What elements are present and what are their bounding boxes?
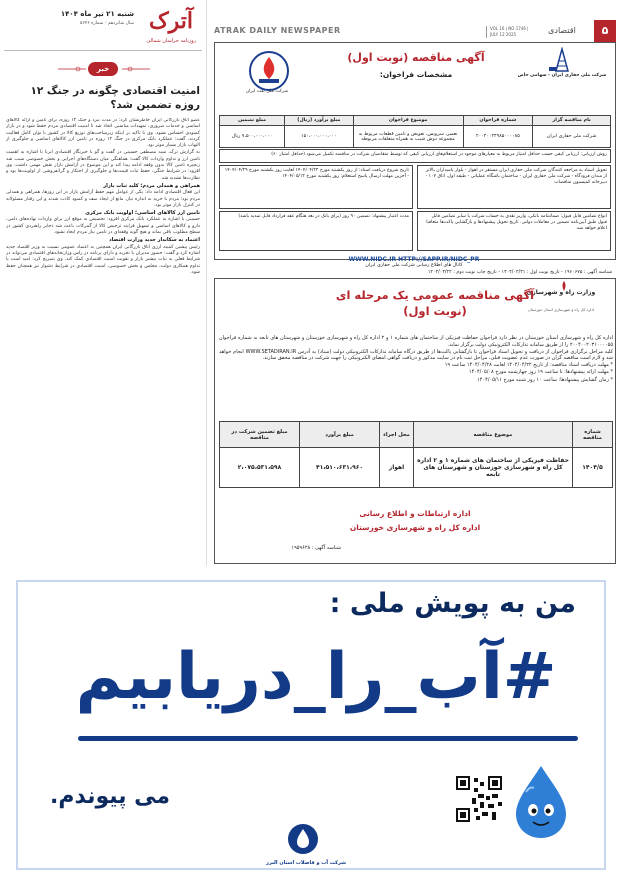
table-header: محل اجراء — [380, 422, 414, 448]
department-name: اداره کل راه و شهرسازی استان خوزستان — [527, 307, 595, 312]
tender-table — [219, 421, 613, 488]
ad-body — [219, 335, 613, 417]
article-paragraph: به گزارش ترک، سید مصطفی حسینی در گفت و گو با خبرنگار اقتصادی ایرنا با اشاره به اهمیت تامین ارز و تداوم واردات کالا گفت: هماهنگی میان دستگاه‌های اجرایی و بخش خصوصی سبب شد زنجیره تامین کالا بدون وقفه ادامه پیدا کند و این موضوع در آرامش بازار نقش مهمی داشت. وی افزود: در شرایط جنگی، حفظ ثبات قیمت‌ها و جلوگیری از احتکار و گرانفروشی از اولویت‌ها بود و نظارت‌ها تشدید شد. — [6, 150, 200, 181]
masthead — [4, 4, 202, 56]
article-paragraph: رئیس پیشین کمیته ارزی اتاق بازرگانی ایران همچنین به اعتماد عمومی نسبت به وزیر اقتصاد جدید اشاره کرد و گفت: حضور مدیران با تجربه و دارای برنامه در راس وزارتخانه‌های اقتصادی می‌تواند در شرایط فعلی به ثبات بیشتر بازار و تقویت امنیت اقتصادی کمک کند. وی تصریح کرد: امید است با تداوم همکاری دولت، مجلس و بخش خصوصی، امنیت اقتصادی در شرایط دشوار نیز همچنان حفظ شود. — [6, 244, 200, 275]
signature-line: اداره ارتباطات و اطلاع رسانی — [359, 509, 471, 518]
water-company-logo-icon — [286, 822, 320, 856]
niodc-logo-icon — [545, 47, 579, 73]
table-header-row — [220, 422, 613, 448]
article-title[interactable]: امنیت اقتصادی چگونه در جنگ ۱۲ روزه تضمین شد؟ — [30, 85, 200, 111]
table-header-row — [220, 116, 611, 126]
newspaper-name: ATRAK DAILY NEWSPAPER — [214, 26, 341, 35]
table-header: نام مناقصه گزار — [533, 116, 611, 126]
evaluation-note: روش ارزیابی: ارزیابی کیفی حسب حداقل امتیاز مربوط به معیارهای موجود در استعلام‌های ارزیابی کیفی که توسط متقاضیان شرکت در مناقصه تکمیل می‌شود (حداقل امتیاز ۶۰) — [219, 149, 611, 163]
ad-title: آگهی مناقصه (نوبت اول) — [347, 51, 485, 64]
ad1-footer — [214, 256, 616, 276]
niodc-caption: شرکت ملی حفاری ایران - سهامی خاص — [517, 73, 607, 78]
tender-ad-drilling — [214, 42, 616, 260]
water-drop-mascot-icon — [506, 762, 576, 842]
sidebar — [4, 4, 202, 566]
ad-paragraph: * مهلت ارائه پیشنهادها: تا ساعت ۱۹ روز چهارشنبه مورخ ۱۴۰۴/۰۵/۰۸ — [468, 369, 613, 376]
tender-table — [219, 115, 611, 148]
campaign-closing: می پیوندم. — [50, 784, 171, 809]
website-links[interactable]: WWW.NIDC.IR HTTP://SAPP.IR/NIDC_PR — [348, 256, 480, 263]
table-header: شماره مناقصه — [573, 422, 613, 448]
table-cell: ۱۵۰،۰۰۰،۰۰۰،۰۰۰ — [285, 126, 354, 148]
document-dates-info: تاریخ شروع دریافت اسناد: از روز یکشنبه مورخ ۱۴۰۴/۰۴/۲۲ لغایت روز یکشنبه مورخ ۱۴۰۴/۰۴/۲۹ - آخرین مهلت ارسال پاسخ استعلام: روز یکشنبه مورخ ۱۴۰۴/۰۵/۱۲ — [219, 165, 413, 209]
table-header: موضوع مناقصه — [414, 422, 573, 448]
ad-title: آگهی مناقصه عمومی یک مرحله ای (نوبت اول) — [335, 288, 535, 318]
table-header: مبلغ تضمین — [220, 116, 285, 126]
tender-ad-roads — [214, 278, 616, 564]
section-name[interactable]: اقتصادی — [548, 26, 576, 35]
ad-paragraph: * مهلت دریافت اسناد مناقصه: از تاریخ ۱۴۰۴/۰۴/۲۲ لغایت ۱۴۰۴/۰۴/۲۸ ساعت ۱۹ — [444, 362, 613, 369]
water-campaign-ad — [6, 570, 616, 884]
signature-line: اداره کل راه و شهرسازی خوزستان — [349, 523, 481, 532]
article-paragraph: این فعال اقتصادی ادامه داد: یکی از عوامل مهم حفظ آرامش بازار در این روزها، همراهی و همدلی مردم بود؛ مردم با خرید به اندازه نیاز، مانع از ایجاد صف و کمبود کاذب شدند و این رفتار مسئولانه در کنترل بازار موثر بود. — [6, 190, 200, 208]
table-cell: ۴۱،۵۱۰،۶۳۱،۹۶۰ — [300, 448, 380, 488]
column-divider — [206, 0, 207, 566]
table-cell: اهواز — [380, 448, 414, 488]
ad-id-line: شناسه آگهی : ۱۹۵۹۶۲۸ — [291, 545, 341, 551]
ad-paragraph: اداره کل راه و شهرسازی استان خوزستان در نظر دارد فراخوان حفاظت فیزیکی از ساختمان های شماره ۱ و ۲ اداره کل راه و شهرسازی خوزستان و شهرستان های تابعه به شماره فراخوان ۲۰۰۴۰۰۲۰۳۱۰۰۰۰۵۵ را از طریق سامانه تدارکات الکترونیکی دولت برگزار نماید. — [219, 335, 613, 348]
campaign-heading: من به پویش ملی : — [329, 588, 576, 619]
nioc-logo-icon — [245, 49, 293, 93]
article-subhead: همراهی و همدلی مردم؛ کلید ثبات بازار — [103, 182, 200, 189]
volume-info: VOL 16 | NO 1746 | JULY 12 2025 — [486, 26, 530, 38]
nioc-caption: شرکت ملی نفت ایران — [245, 89, 289, 94]
ministry-name: وزارت راه و شهرسازی — [526, 289, 596, 296]
water-company-name: شرکت آب و فاضلاب استان البرز — [265, 860, 347, 866]
article-body — [6, 118, 200, 564]
table-cell: ۱۴۰۴/۵ — [573, 448, 613, 488]
document-delivery-info: تحویل اسناد به مراجعه کنندگان شرکت ملی حفاری ایران مستقر در اهواز - بلوار پاسداران بالاتر از میدان فرودگاه - شرکت ملی حفاری ایران - ساختمان باشگاه عملیاتی - طبقه اول، اتاق ۱۰۷ - دبیرخانه کمیسیون مناقصات — [417, 165, 611, 209]
qr-code-icon[interactable] — [454, 774, 504, 824]
hashtag-underline — [78, 736, 578, 741]
ad-paragraph: * زمان گشایش پیشنهادها: ساعت ۱۰ روز شنبه مورخ ۱۴۰۴/۰۵/۱۱ — [477, 376, 613, 383]
article-paragraph: عضو اتاق بازرگانی ایران خاطرنشان کرد: در مدت نبرد و جنگ ۱۲ روزه، برای تامین و ارائه کالاهای اساسی و خدمات ضروری، تمهیدات مناسبی اتخاذ شد تا امنیت اقتصادی مردم حفظ شود و در بازار کمبودی احساس نشود. وی با تاکید بر اینکه زیرساخت‌های توزیع کالا در کشور با توان کامل فعالیت کردند، گفت: عملکرد بانک مرکزی در جنگ ۱۲ روزه در تامین ارز کالاهای اساسی و جلوگیری از التهاب بازار بسیار موثر بود. — [6, 118, 200, 149]
table-header: مبلغ برآورد (ریال) — [285, 116, 354, 126]
table-cell: تعمیر، سرویس، تعویض و تامین قطعات مربوط به مجموعه دوش شیب به همراه متعلقات مربوطه — [353, 126, 463, 148]
table-cell: ۲۰۰۴۰۰۲۴۹۸۵۰۰۰۰۸۵ — [463, 126, 533, 148]
page-header — [214, 26, 616, 40]
divider — [4, 50, 202, 51]
table-cell: حفاظت فیزیکی از ساختمان های شماره ۱ و ۲ اداره کل راه و شهرسازی خوزستان و شهرستان های تابعه — [414, 448, 573, 488]
channel-caption: کانال های اطلاع رسانی شرکت ملی حفاری ایران — [365, 263, 463, 268]
issue-date: شنبه ۲۱ تیر ماه ۱۴۰۴ — [60, 10, 134, 18]
table-header: مبلغ تضمین شرکت در مناقصه — [220, 422, 300, 448]
guarantee-info: انواع تضامین قابل قبول: ضمانتنامه بانکی، واریز نقدی به حساب شرکت یا سایر تضامین قابل قبول طبق آیین‌نامه تضمین در معاملات دولتی. تاریخ تحویل پیشنهادها و بازگشایی پاکت‌ها متعاقبا اعلام خواهد شد. — [417, 211, 611, 251]
table-row — [220, 126, 611, 148]
table-cell: شرکت ملی حفاری ایران — [533, 126, 611, 148]
table-cell: ۷،۵۰۰،۰۰۰،۰۰۰ ریال — [220, 126, 285, 148]
campaign-hashtag[interactable]: #آب_را_دریابیم — [75, 640, 557, 714]
logo-subtitle: روزنامه خراسان شمالی — [146, 38, 196, 44]
newspaper-logo[interactable]: آترک — [148, 8, 194, 34]
table-header: شماره فراخوان — [463, 116, 533, 126]
table-header: مبلغ برآورد — [300, 422, 380, 448]
issue-info: سال شانزدهم - شماره ۵۶۴۶ — [80, 21, 134, 26]
table-row — [220, 448, 613, 488]
page-number: ۵ — [594, 20, 616, 42]
section-badge: خبر — [88, 62, 118, 76]
article-subhead: تامین ارز کالاهای اساسی؛ اولویت بانک مرکزی — [85, 210, 200, 217]
table-cell: ۲،۰۷۵،۵۳۱،۵۹۸ — [220, 448, 300, 488]
table-header: موضوع فراخوان — [353, 116, 463, 126]
ad-paragraph: کلیه مراحل برگزاری فراخوان از دریافت و تحویل اسناد فراخوان تا بازگشایی پاکت‌ها از طریق درگاه سامانه تدارکات الکترونیکی دولت (ستاد) به آدرس WWW.SETADIRAN.IR انجام خواهد شد و لازم است مناقصه گران در صورت عدم عضویت قبلی، مراحل ثبت نام در سایت مذکور و دریافت گواهی امضای الکترونیکی را جهت شرکت در مناقصه محقق سازند. — [219, 348, 613, 362]
ad-subtitle: مشخصات فراخوان: — [379, 70, 453, 79]
validity-info: مدت اعتبار پیشنهاد: تضمین ۹۰ روز (برای بانک در بعد هنگام عقد قرارداد قابل تمدید باشد) — [219, 211, 413, 251]
article-subhead: اعتماد به سکاندار جدید وزارت اقتصاد — [109, 237, 200, 244]
article-paragraph: حسینی با اشاره به عملکرد بانک مرکزی افزود: تخصیص به موقع ارز برای واردات نهاده‌های دامی، دارو و کالاهای اساسی و تسهیل فرایند ترخیص کالا از گمرکات باعث شد ذخایر راهبردی کشور در سطح مطلوب باقی بماند و هیچ گونه وقفه‌ای در تامین نیاز مردم ایجاد نشود. — [6, 217, 200, 236]
ad-id-line: شناسه آگهی : ۱۹۶۰۶۷۵ - تاریخ نوبت اول : ۱۴۰۴/۰۴/۲۱ - تاریخ چاپ نوبت دوم : ۱۴۰۴/۰۴/۲۲ — [427, 270, 612, 275]
